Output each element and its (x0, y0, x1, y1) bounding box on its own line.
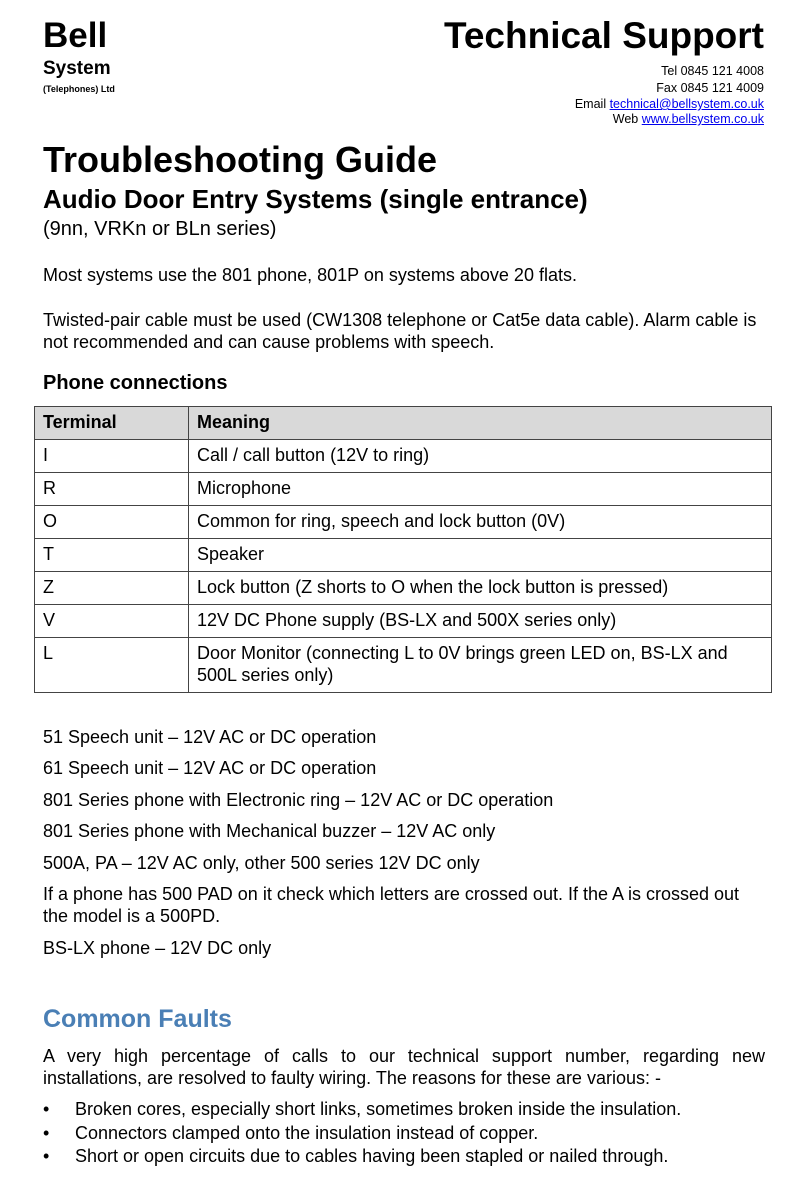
intro-paragraph-1: Most systems use the 801 phone, 801P on systems above 20 flats. (43, 265, 577, 285)
phone-connections-heading: Phone connections (43, 372, 228, 394)
note-bs-lx: BS-LX phone – 12V DC only (43, 938, 272, 958)
contact-email (575, 96, 764, 112)
email-label: Email (574, 97, 610, 111)
intro-paragraph-2: Twisted-pair cable must be used (CW1308 telephone or Cat5e data cable). Alarm cable is not recommended and can cause problems with speech. (43, 310, 757, 352)
terminal-cell: V (35, 605, 189, 638)
terminal-cell: R (35, 473, 189, 506)
table-row (35, 638, 772, 693)
brand-subname: System (43, 58, 111, 79)
bullet-icon: • (43, 1099, 50, 1119)
bullet-icon: • (43, 1146, 50, 1166)
common-faults-list (43, 1098, 765, 1169)
contact-fax: Fax 0845 121 4009 (656, 81, 764, 95)
meaning-cell: Microphone (189, 473, 772, 506)
common-faults-heading: Common Faults (43, 1005, 232, 1033)
table-row (35, 572, 772, 605)
note-speech-unit-61: 61 Speech unit – 12V AC or DC operation (43, 758, 377, 778)
meaning-cell: Call / call button (12V to ring) (189, 440, 772, 473)
list-item (43, 1098, 765, 1122)
doc-title: Troubleshooting Guide (43, 139, 437, 180)
meaning-cell: Lock button (Z shorts to O when the lock button is pressed) (189, 572, 772, 605)
brand-company: (Telephones) Ltd (43, 84, 115, 94)
terminal-cell: I (35, 440, 189, 473)
bullet-icon: • (43, 1122, 50, 1143)
terminal-cell: O (35, 506, 189, 539)
list-item-text: Broken cores, especially short links, sometimes broken inside the insulation. (75, 1099, 682, 1119)
doc-subtitle: Audio Door Entry Systems (single entrance) (43, 184, 588, 214)
note-speech-unit-51: 51 Speech unit – 12V AC or DC operation (43, 727, 377, 747)
contact-tel: Tel 0845 121 4008 (661, 64, 764, 78)
web-label: Web (612, 112, 642, 126)
terminal-cell: Z (35, 572, 189, 605)
column-header-meaning: Meaning (189, 407, 772, 440)
note-801-mechanical: 801 Series phone with Mechanical buzzer – 12V AC only (43, 821, 496, 841)
email-link[interactable]: technical@bellsystem.co.uk (609, 97, 764, 111)
brand-name: Bell (43, 16, 108, 55)
common-faults-intro: A very high percentage of calls to our technical support number, regarding new installations, are resolved to faulty wiring. The reasons for these are various: - (43, 1046, 765, 1088)
terminal-cell: T (35, 539, 189, 572)
meaning-cell: Common for ring, speech and lock button (0V) (189, 506, 772, 539)
table-row (35, 473, 772, 506)
list-item-text: Short or open circuits due to cables having been stapled or nailed through. (75, 1146, 669, 1166)
web-link[interactable]: www.bellsystem.co.uk (641, 112, 764, 126)
table-row (35, 506, 772, 539)
doc-series: (9nn, VRKn or BLn series) (43, 218, 277, 240)
header-title: Technical Support (443, 15, 764, 56)
table-row (35, 539, 772, 572)
terminal-cell: L (35, 638, 189, 693)
note-500-series: 500A, PA – 12V AC only, other 500 series 12V DC only (43, 853, 480, 873)
list-item (43, 1122, 765, 1146)
meaning-cell: Speaker (189, 539, 772, 572)
table-row (35, 605, 772, 638)
meaning-cell: Door Monitor (connecting L to 0V brings green LED on, BS-LX and 500L series only) (189, 638, 772, 693)
table-header-row (35, 407, 772, 440)
contact-web (613, 111, 764, 127)
phone-connections-table (34, 406, 772, 693)
table-row (35, 440, 772, 473)
note-801-electronic: 801 Series phone with Electronic ring – 12V AC or DC operation (43, 790, 554, 810)
list-item-text: Connectors clamped onto the insulation instead of copper. (75, 1122, 539, 1143)
list-item (43, 1145, 765, 1169)
column-header-terminal: Terminal (35, 407, 189, 440)
note-500-pad: If a phone has 500 PAD on it check which letters are crossed out. If the A is crossed out the model is a 500PD. (43, 884, 740, 926)
meaning-cell: 12V DC Phone supply (BS-LX and 500X series only) (189, 605, 772, 638)
